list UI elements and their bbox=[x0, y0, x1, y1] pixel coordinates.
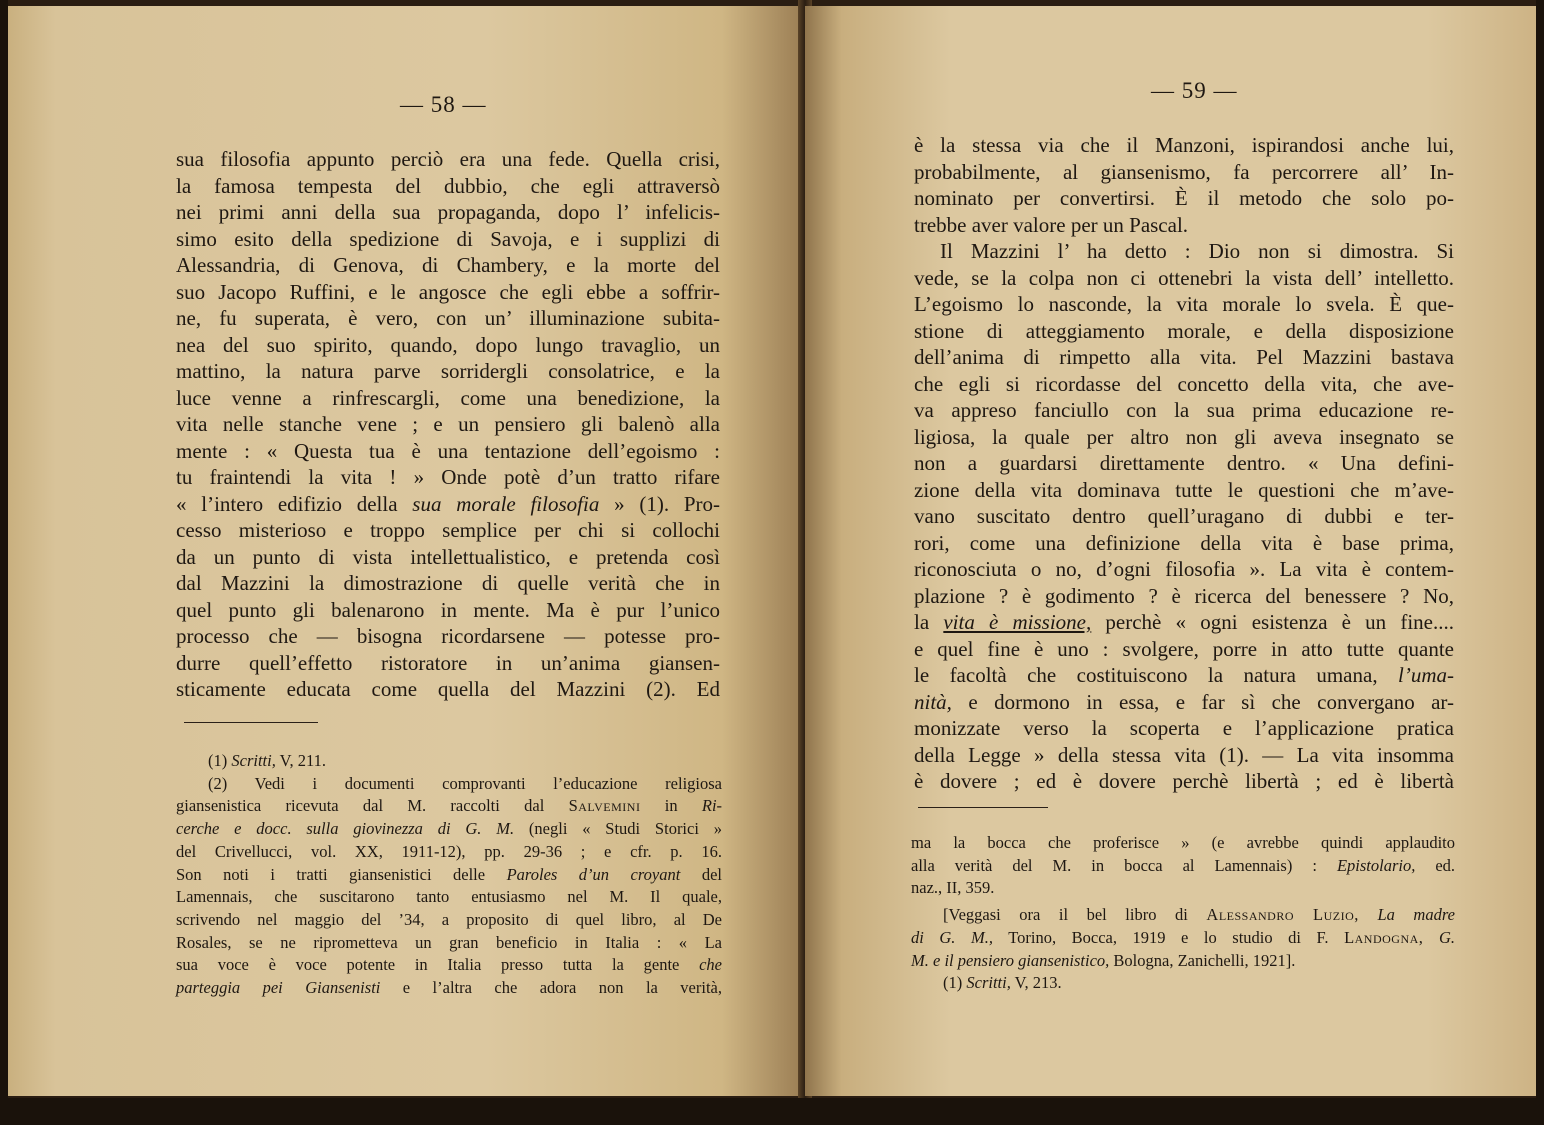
text-segment: la bbox=[914, 610, 930, 634]
text-line: L’egoismo lo nasconde, la vita morale lo svela. È que- bbox=[914, 292, 1454, 316]
footnote-number: (1) bbox=[208, 751, 228, 770]
text-segment: sua voce è voce potente in Italia presso tutta la gente bbox=[176, 955, 680, 975]
italic-text: che bbox=[699, 955, 722, 975]
text-line: va appreso fanciullo con la sua prima educazione re- bbox=[914, 398, 1454, 422]
text-segment: V, 211. bbox=[279, 751, 326, 770]
author-name: Landogna, bbox=[1344, 927, 1424, 947]
text-line bbox=[914, 662, 1454, 689]
text-line: sticamente educata come quella del Mazzini (2). Ed bbox=[176, 677, 720, 701]
text-segment: ed. bbox=[1435, 855, 1456, 875]
footnote-line: Lamennais, che suscitarono tanto entusiasmo nel M. Il quale, bbox=[176, 887, 722, 907]
text-segment: giansenistica ricevuta dal M. raccolti dal bbox=[176, 796, 545, 816]
text-line: nominato per convertirsi. È il metodo che solo po- bbox=[914, 186, 1454, 210]
italic-title: cerche e docc. sulla giovinezza di G. M. bbox=[176, 819, 515, 839]
text-line: zione della vita dominava tutte le questioni che m’ave- bbox=[914, 477, 1454, 502]
text-line: la famosa tempesta del dubbio, che egli attraversò bbox=[176, 173, 720, 198]
text-segment: in bbox=[664, 796, 678, 816]
footnote-rule bbox=[918, 807, 1048, 808]
text-line: ligiosa, la quale per altro non gli aveva insegnato se bbox=[914, 424, 1454, 449]
italic-text: nità, bbox=[914, 689, 952, 714]
book-spread bbox=[8, 0, 1536, 1098]
text-segment: Bologna, Zanichelli, 1921]. bbox=[1113, 950, 1296, 970]
text-line: processo che — bisogna ricordarsene — potesse pro- bbox=[176, 624, 720, 648]
text-line: Alessandria, di Genova, di Chambery, e la morte del bbox=[176, 253, 720, 277]
text-line: nea del suo spirito, quando, dopo lungo travaglio, un bbox=[176, 332, 720, 357]
text-segment: Torino, Bocca, 1919 e lo studio di F. bbox=[1008, 927, 1329, 947]
footnote-line bbox=[911, 904, 1455, 927]
italic-title: M. e il pensiero giansenistico, bbox=[911, 950, 1110, 970]
text-line: plazione ? è godimento ? è ricerca del benessere ? No, bbox=[914, 583, 1454, 608]
italic-title: Scritti, bbox=[966, 973, 1011, 993]
footnote-line: Rosales, se ne riprometteva un gran beneficio in Italia : « La bbox=[176, 932, 722, 952]
text-line: da un punto di vista intellettualistico, e pretenda così bbox=[176, 544, 720, 569]
italic-text: vita è missione, bbox=[943, 610, 1092, 634]
footnote-line bbox=[176, 818, 722, 841]
author-name: Alessandro Luzio, bbox=[1206, 905, 1359, 925]
text-segment: [Veggasi ora il bel libro di bbox=[943, 905, 1188, 925]
text-line: Il Mazzini l’ ha detto : Dio non si dimostra. Si bbox=[940, 239, 1454, 263]
text-line: della Legge » della stessa vita (1). — La vita insomma bbox=[914, 742, 1454, 767]
text-line: suo Jacopo Ruffini, e le angosce che egli ebbe a soffrir- bbox=[176, 279, 720, 304]
footnote-line: scrivendo nel maggio del ’34, a proposito di quel libro, al De bbox=[176, 909, 722, 929]
left-footnotes bbox=[176, 750, 722, 1000]
text-line: monizzate verso la scoperta e l’applicazione pratica bbox=[914, 716, 1454, 740]
footnote-line: del Crivellucci, vol. XX, 1911-12), pp. 29-36 ; e cfr. p. 16. bbox=[176, 841, 722, 861]
page-number-right: — 59 — bbox=[1151, 78, 1238, 103]
text-line: durre quell’effetto ristoratore in un’anima giansen- bbox=[176, 650, 720, 675]
text-segment: alla verità del M. in bocca al Lamennais) : bbox=[911, 855, 1317, 875]
text-line bbox=[914, 609, 1454, 636]
left-body-text bbox=[176, 146, 720, 703]
text-line: è la stessa via che il Manzoni, ispirandosi anche lui, bbox=[914, 133, 1454, 157]
text-segment: « l’intero edifizio della bbox=[176, 491, 398, 516]
text-line: dal Mazzini la dimostrazione di quelle verità che in bbox=[176, 571, 720, 595]
text-line: che egli si ricordasse del concetto della vita, che ave- bbox=[914, 371, 1454, 396]
text-line: riconosciuta o no, d’ogni filosofia ». La vita è contem- bbox=[914, 557, 1454, 581]
footnote-line: naz., II, 359. bbox=[911, 878, 995, 898]
footnote-line bbox=[911, 927, 1455, 950]
italic-text: l’uma- bbox=[1398, 663, 1454, 687]
right-footnotes bbox=[911, 832, 1455, 995]
italic-title: La madre bbox=[1377, 905, 1455, 925]
text-line: vede, se la colpa non ci ottenebri la vista dell’ intelletto. bbox=[914, 265, 1454, 290]
text-line: dell’anima di rimpetto alla vita. Pel Mazzini bastava bbox=[914, 345, 1454, 369]
text-line: ne, fu superata, è vero, con un’ illuminazione subita- bbox=[176, 306, 720, 330]
text-line: vano suscitato dentro quell’uragano di dubbi e ter- bbox=[914, 504, 1454, 528]
italic-title: di G. M., bbox=[911, 927, 993, 947]
text-line: vita nelle stanche vene ; e un pensiero gli balenò alla bbox=[176, 412, 720, 436]
text-segment: e dormono in essa, e far sì che convergano ar- bbox=[968, 689, 1455, 714]
text-line: rori, come una definizione della vita è base prima, bbox=[914, 530, 1454, 555]
text-line: sua filosofia appunto perciò era una fede. Quella crisi, bbox=[176, 147, 720, 171]
footnote-1 bbox=[911, 972, 1455, 995]
text-line: non a guardarsi direttamente dentro. « Una defini- bbox=[914, 451, 1454, 475]
text-line: simo esito della spedizione di Savoja, e i supplizi di bbox=[176, 226, 720, 251]
left-page bbox=[8, 6, 801, 1096]
text-segment: Son noti i tratti giansenistici delle bbox=[176, 864, 486, 884]
text-line: tu fraintendi la vita ! » Onde potè d’un tratto rifare bbox=[176, 465, 720, 489]
footnote-line bbox=[176, 864, 722, 887]
text-line: cesso misterioso e troppo semplice per chi si collochi bbox=[176, 518, 720, 542]
text-line: stione di atteggiamento morale, e della disposizione bbox=[914, 318, 1454, 343]
text-line: luce venne a rinfrescargli, come una benedizione, la bbox=[176, 385, 720, 410]
page-number-left: — 58 — bbox=[400, 92, 487, 117]
text-segment: perchè « ogni esistenza è un fine.... bbox=[1105, 610, 1454, 634]
right-page bbox=[805, 6, 1536, 1096]
text-line: probabilmente, al giansenismo, fa percorrere all’ In- bbox=[914, 159, 1454, 184]
text-line: nei primi anni della sua propaganda, dopo l’ infelicis- bbox=[176, 200, 720, 224]
footnote-line bbox=[911, 950, 1455, 973]
text-line: mente : « Questa tua è una tentazione dell’egoismo : bbox=[176, 438, 720, 463]
text-segment: (negli « Studi Storici » bbox=[528, 819, 722, 839]
italic-title: G. bbox=[1438, 927, 1456, 947]
author-name: Salvemini bbox=[568, 796, 641, 816]
italic-title: Epistolario, bbox=[1336, 855, 1416, 875]
footnote-number: (1) bbox=[943, 973, 963, 993]
italic-title: Scritti, bbox=[231, 751, 276, 770]
right-body-text bbox=[914, 132, 1454, 795]
footnote-line bbox=[911, 855, 1455, 878]
footnote-rule bbox=[184, 722, 318, 723]
italic-title: Ri- bbox=[701, 796, 723, 816]
footnote-line: ma la bocca che proferisce » (e avrebbe quindi applaudito bbox=[911, 833, 1455, 852]
text-line bbox=[176, 491, 720, 518]
text-segment: del bbox=[701, 864, 722, 884]
footnote-line bbox=[176, 954, 722, 977]
text-segment: » (1). Pro- bbox=[614, 491, 721, 516]
italic-title: sua morale filosofia bbox=[412, 491, 600, 516]
italic-title: Paroles d’un croyant bbox=[506, 864, 681, 884]
text-line: e quel fine è uno : svolgere, porre in atto tutte quante bbox=[914, 636, 1454, 661]
text-line: è dovere ; ed è dovere perchè libertà ; ed è libertà bbox=[914, 769, 1454, 793]
footnote-1 bbox=[176, 750, 722, 773]
text-line: trebbe aver valore per un Pascal. bbox=[914, 212, 1189, 237]
footnote-line: (2) Vedi i documenti comprovanti l’educazione religiosa bbox=[208, 773, 722, 793]
footnote-line bbox=[176, 795, 722, 818]
text-line: quel punto gli balenarono in mente. Ma è pur l’unico bbox=[176, 597, 720, 622]
text-segment: le facoltà che costituiscono la natura umana, bbox=[914, 663, 1378, 687]
text-segment: V, 213. bbox=[1014, 973, 1062, 993]
text-segment: e l’altra che adora non la verità, bbox=[402, 978, 722, 998]
italic-text: parteggia pei Giansenisti bbox=[176, 978, 381, 998]
text-line bbox=[914, 689, 1454, 716]
text-line: mattino, la natura parve sorridergli consolatrice, e la bbox=[176, 359, 720, 383]
footnote-line bbox=[176, 977, 722, 1000]
